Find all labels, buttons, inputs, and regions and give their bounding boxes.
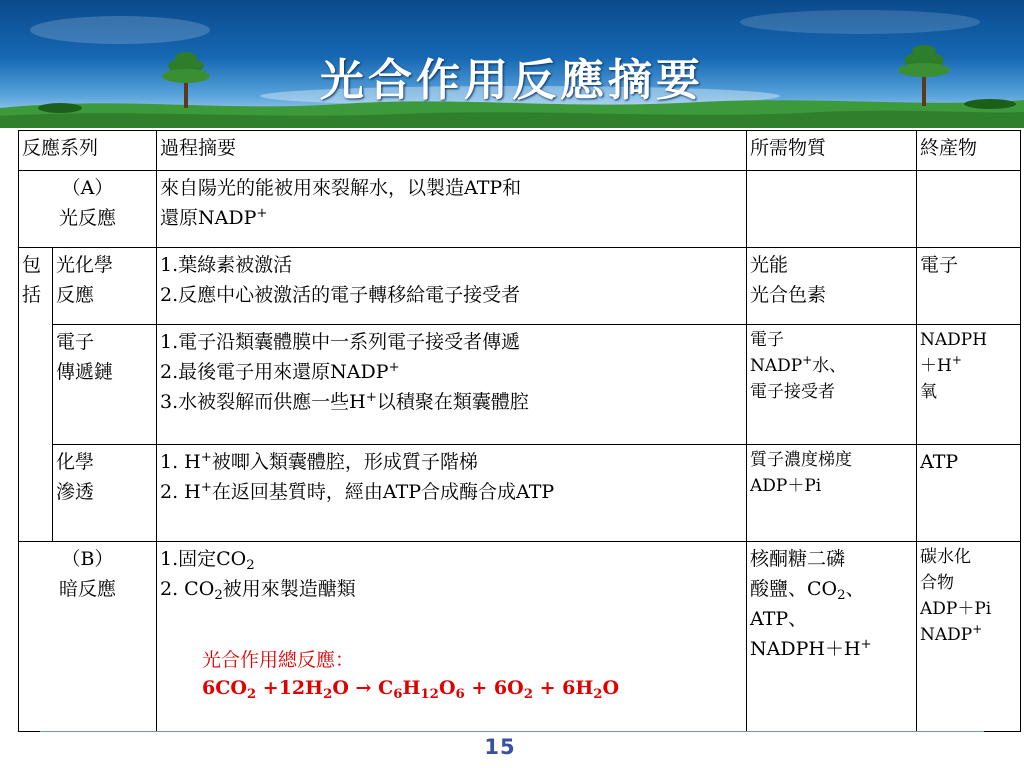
page-number: 15	[484, 735, 516, 759]
header-cell-series: 反應系列	[19, 131, 157, 171]
table-row-dark-reaction	[19, 542, 1021, 732]
table-row-photochemical	[19, 248, 1021, 325]
dark-reaction-products: 碳水化 合物 ADP＋Pi NADP+	[917, 542, 1021, 732]
table-header-row	[19, 131, 1021, 171]
slide-header-banner	[0, 0, 1024, 128]
electron-transport-label: 電子 傳遞鏈	[53, 325, 157, 445]
photochemical-products: 電子	[917, 248, 1021, 325]
table-row-chemiosmosis	[19, 445, 1021, 542]
chemiosmosis-needs: 質子濃度梯度 ADP＋Pi	[747, 445, 917, 542]
chemiosmosis-products: ATP	[917, 445, 1021, 542]
includes-label: 包 括	[19, 248, 53, 542]
header-cell-summary: 過程摘要	[157, 131, 747, 171]
dark-reaction-summary: 1.固定$CO_2$ 2. $CO_2$被用來製造醣類	[157, 542, 747, 732]
total-reaction-label: 光合作用總反應：	[202, 649, 355, 671]
header-cell-products: 終產物	[917, 131, 1021, 171]
footer-divider	[40, 731, 984, 732]
light-reaction-needs	[747, 171, 917, 248]
electron-transport-needs: 電子 NADP+水、 電子接受者	[747, 325, 917, 445]
electron-transport-summary: 1.電子沿類囊體膜中一系列電子接受者傳遞 2.最後電子用來還原NADP+ 3.水被裂解而供應一些H+以積聚在類囊體腔	[157, 325, 747, 445]
table-row-light-reaction	[19, 171, 1021, 248]
light-reaction-summary: 來自陽光的能被用來裂解水，以製造ATP和 還原NADP+	[157, 171, 747, 248]
chemiosmosis-summary: 1. H+被唧入類囊體腔，形成質子階梯 2. H+在返回基質時，經由ATP合成酶合成ATP	[157, 445, 747, 542]
reaction-summary-table	[18, 130, 1021, 732]
dark-reaction-label: （B） 暗反應	[19, 542, 157, 732]
page-title: 光合作用反應摘要	[320, 55, 704, 106]
header-cell-needs: 所需物質	[747, 131, 917, 171]
light-reaction-products	[917, 171, 1021, 248]
photochemical-summary: 1.葉綠素被激活 2.反應中心被激活的電子轉移給電子接受者	[157, 248, 747, 325]
chemiosmosis-label: 化學 滲透	[53, 445, 157, 542]
photochemical-label: 光化學 反應	[53, 248, 157, 325]
dark-reaction-needs: 核酮糖二磷 酸鹽、$CO_2$、 ATP、 NADPH＋H+	[747, 542, 917, 732]
table-row-electron-transport	[19, 325, 1021, 445]
total-reaction-box	[202, 646, 619, 702]
photochemical-needs: 光能 光合色素	[747, 248, 917, 325]
total-reaction-equation: $6CO_2 +12H_2O \to C_6H_{12}O_6 + 6O_2 + 6H_2O$	[202, 677, 620, 702]
light-reaction-label: （A） 光反應	[19, 171, 157, 248]
electron-transport-products: NADPH ＋H+ 氧	[917, 325, 1021, 445]
